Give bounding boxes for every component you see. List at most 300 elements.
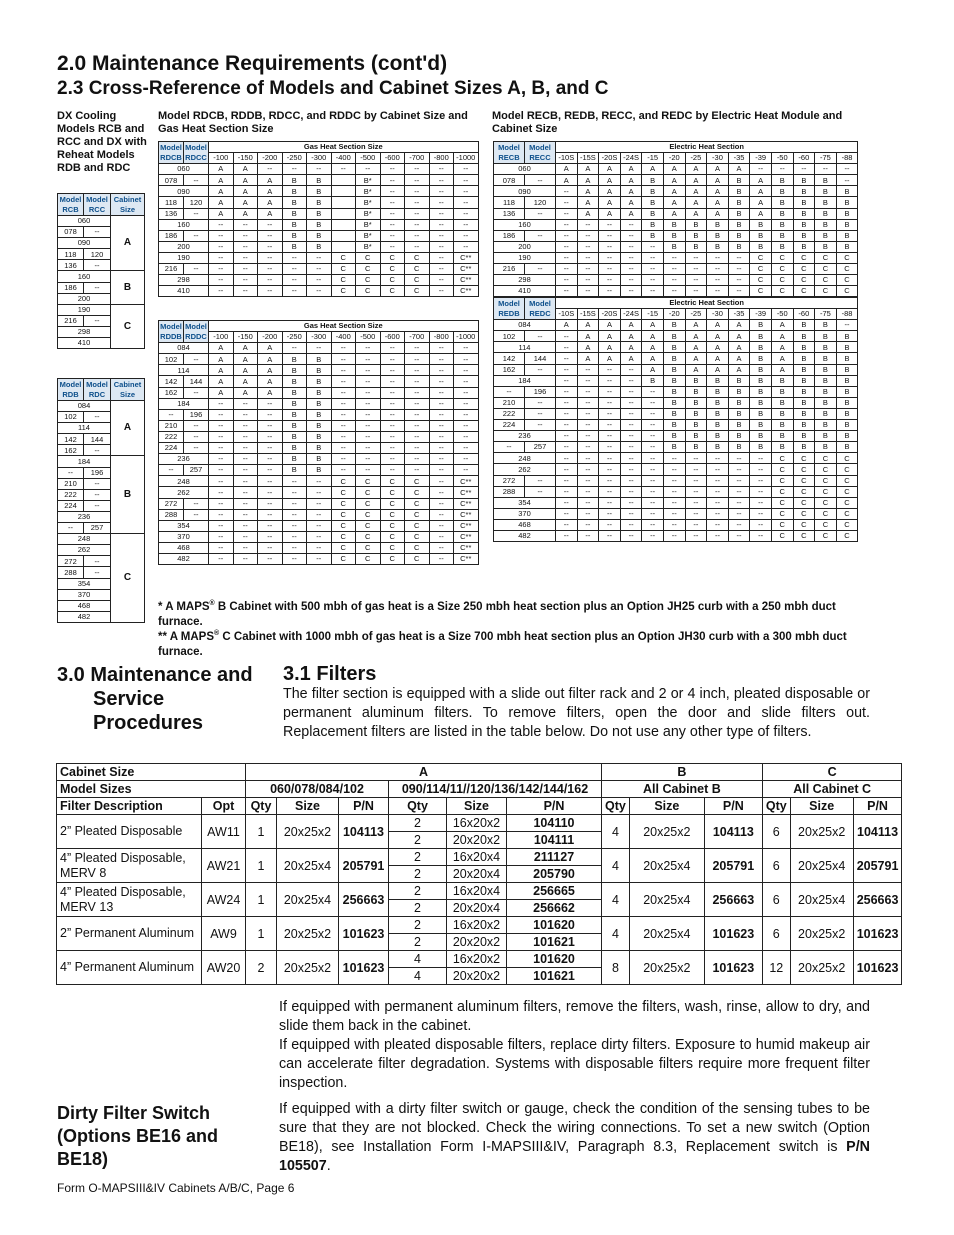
model-cell: -- <box>494 386 525 397</box>
cabinet-cell: A <box>577 197 599 208</box>
cabinet-cell: C <box>793 264 815 275</box>
cabinet-cell: -- <box>556 353 578 364</box>
cabinet-cell: B <box>728 397 750 408</box>
pn-cell: 104113 <box>704 815 762 849</box>
cabinet-cell: -- <box>556 464 578 475</box>
cabinet-cell: -- <box>599 397 621 408</box>
cabinet-cell: A <box>642 364 664 375</box>
cabinet-cell: B <box>685 420 707 431</box>
filter-option: AW24 <box>202 883 246 917</box>
cabinet-cell: -- <box>685 530 707 541</box>
cabinet-cell: A <box>685 186 707 197</box>
cabinet-cell: C <box>836 286 858 297</box>
cabinet-cell: -- <box>356 409 381 420</box>
cabinet-cell: A <box>685 164 707 175</box>
model-cell: 118 <box>58 249 84 260</box>
cabinet-cell: -- <box>405 420 430 431</box>
cabinet-cell: -- <box>282 553 307 564</box>
heat-size-header: -15S <box>577 309 599 320</box>
cabinet-cell: -- <box>356 164 381 175</box>
cabinet-cell: B <box>771 431 793 442</box>
cabinet-cell: C <box>815 519 837 530</box>
cabinet-cell: C <box>380 252 405 263</box>
heat-size-header: -20S <box>599 309 621 320</box>
cabinet-cell: B <box>793 375 815 386</box>
qty-cell: 4 <box>602 917 630 951</box>
cabinet-cell: -- <box>331 420 356 431</box>
heat-size-header: -35 <box>728 309 750 320</box>
pn-cell: 205791 <box>853 849 902 883</box>
size-cell: 20x25x4 <box>277 849 339 883</box>
cabinet-cell: -- <box>429 186 454 197</box>
cabinet-cell: A <box>599 342 621 353</box>
cabinet-cell: -- <box>258 553 283 564</box>
cabinet-cell: C <box>380 487 405 498</box>
cabinet-cell: C <box>331 252 356 263</box>
cabinet-cell: B <box>836 241 858 252</box>
cabinet-cell: -- <box>577 408 599 419</box>
heat-size-header: -30 <box>707 309 729 320</box>
cabinet-cell: -- <box>599 486 621 497</box>
cabinet-cell: -- <box>577 275 599 286</box>
heat-size-header: -50 <box>771 309 793 320</box>
cabinet-cell: A <box>556 320 578 331</box>
cabinet-cell: B <box>282 420 307 431</box>
cabinet-cell: B <box>771 241 793 252</box>
filter-column-header: Size <box>629 798 704 815</box>
cabinet-cell: B <box>750 431 772 442</box>
heat-size-header: -800 <box>429 153 454 164</box>
cabinet-cell: -- <box>405 365 430 376</box>
cabinet-cell: A <box>209 208 234 219</box>
heat-size-header: -35 <box>728 153 750 164</box>
cabinet-cell: -- <box>429 520 454 531</box>
cabinet-cell <box>331 241 356 252</box>
model-cell: 224 <box>159 443 184 454</box>
cabinet-cell: A <box>663 175 685 186</box>
cabinet-cell: -- <box>577 286 599 297</box>
cabinet-cell: B <box>663 331 685 342</box>
cabinet-cell: -- <box>663 508 685 519</box>
cabinet-cell: B <box>793 241 815 252</box>
cabinet-cell: -- <box>331 164 356 175</box>
footnote-c-cabinet: ** A MAPS® C Cabinet with 1000 mbh of gas heat is a Size 700 mbh heat section plus an Option JH30 curb with a 300 mbh duct furnace. <box>158 630 847 658</box>
cabinet-cell: -- <box>620 364 642 375</box>
size-cell: 20x25x2 <box>277 917 339 951</box>
cabinet-cell: B <box>793 175 815 186</box>
cabinet-cell: -- <box>793 164 815 175</box>
cabinet-cell: C** <box>454 509 479 520</box>
cabinet-cell: B <box>793 386 815 397</box>
cabinet-cell: -- <box>282 487 307 498</box>
model-cell: 200 <box>159 241 209 252</box>
cabinet-size-cell: A <box>111 401 145 456</box>
heat-size-header: -15 <box>642 153 664 164</box>
cabinet-cell: B <box>836 186 858 197</box>
cabinet-cell: -- <box>356 465 381 476</box>
model-sizes-label: Model Sizes <box>57 781 246 798</box>
cabinet-cell: -- <box>282 542 307 553</box>
cabinet-cell: -- <box>331 409 356 420</box>
cabinet-cell: A <box>577 186 599 197</box>
cabinet-cell: B <box>836 230 858 241</box>
cabinet-cell: -- <box>258 487 283 498</box>
pn-cell: 211127 <box>507 849 602 866</box>
cabinet-cell: -- <box>642 241 664 252</box>
cabinet-cell: B <box>815 241 837 252</box>
cabinet-cell: -- <box>454 164 479 175</box>
cabinet-cell: -- <box>707 497 729 508</box>
size-cell: 20x20x4 <box>447 900 507 917</box>
permanent-filter-text: If equipped with permanent aluminum filters, remove the filters, wash, rinse, allow to dry, and slide them back in the cabinet. <box>279 999 870 1034</box>
cabinet-cell: B <box>793 186 815 197</box>
cabinet-cell: A <box>663 186 685 197</box>
cabinet-cell: -- <box>556 208 578 219</box>
model-cell: 248 <box>494 453 556 464</box>
model-cell: -- <box>84 260 111 271</box>
cabinet-cell: C <box>356 275 381 286</box>
model-cell: -- <box>159 409 184 420</box>
cabinet-cell: -- <box>405 208 430 219</box>
cabinet-cell: B* <box>356 241 381 252</box>
cabinet-cell: B <box>707 431 729 442</box>
cabinet-cell: A <box>233 186 258 197</box>
model-cell: 090 <box>58 238 111 249</box>
cabinet-cell: B <box>793 197 815 208</box>
cabinet-cell: A <box>209 186 234 197</box>
electric-heat-table-redb <box>493 297 858 542</box>
cabinet-cell: A <box>642 164 664 175</box>
cabinet-cell: -- <box>599 453 621 464</box>
cabinet-cell: B <box>815 375 837 386</box>
cabinet-cell: A <box>209 175 234 186</box>
cabinet-cell: -- <box>429 365 454 376</box>
qty-cell: 6 <box>762 815 790 849</box>
cabinet-cell: -- <box>642 453 664 464</box>
cabinet-cell: A <box>233 197 258 208</box>
pn-cell: 256663 <box>853 883 902 917</box>
cabinet-cell: -- <box>556 486 578 497</box>
cabinet-cell: A <box>750 175 772 186</box>
cabinet-cell: -- <box>642 464 664 475</box>
cabinet-cell: -- <box>258 420 283 431</box>
model-cell: 142 <box>494 353 525 364</box>
cabinet-cell: -- <box>331 465 356 476</box>
heat-size-header: -20S <box>599 153 621 164</box>
qty-cell: 2 <box>389 866 447 883</box>
cabinet-cell: B <box>282 365 307 376</box>
heat-size-header: -75 <box>815 309 837 320</box>
cabinet-cell: C <box>356 252 381 263</box>
cabinet-cell: A <box>209 164 234 175</box>
cabinet-cell: B <box>728 431 750 442</box>
cabinet-cell: B <box>282 208 307 219</box>
cabinet-cell: A <box>771 331 793 342</box>
cabinet-cell: A <box>707 320 729 331</box>
cabinet-cell: A <box>258 376 283 387</box>
cabinet-cell: B <box>836 386 858 397</box>
heat-size-header: -250 <box>282 332 307 343</box>
heat-size-header: -700 <box>405 153 430 164</box>
cabinet-cell: B <box>663 353 685 364</box>
model-cell: -- <box>184 354 209 365</box>
cabinet-cell: B* <box>356 186 381 197</box>
cabinet-cell: B <box>815 353 837 364</box>
cabinet-cell: B <box>750 364 772 375</box>
model-cell: -- <box>159 465 184 476</box>
cabinet-cell: -- <box>599 286 621 297</box>
cabinet-cell: B <box>282 387 307 398</box>
cabinet-cell: C <box>771 497 793 508</box>
heat-size-header: -25 <box>685 153 707 164</box>
cabinet-cell: A <box>233 343 258 354</box>
cabinet-cell: -- <box>258 443 283 454</box>
cabinet-cell: B <box>707 375 729 386</box>
cabinet-cell: B <box>750 442 772 453</box>
model-cell: 222 <box>494 408 525 419</box>
cabinet-cell: -- <box>599 508 621 519</box>
cabinet-cell: -- <box>233 431 258 442</box>
model-cell: 060 <box>58 216 111 227</box>
filter-description: 2” Permanent Aluminum <box>57 917 202 951</box>
model-cell: 248 <box>159 476 209 487</box>
cabinet-cell: A <box>258 387 283 398</box>
cabinet-cell: -- <box>599 219 621 230</box>
cabinet-cell: -- <box>620 286 642 297</box>
qty-cell: 2 <box>389 900 447 917</box>
cabinet-cell: B <box>815 331 837 342</box>
model-cell: 354 <box>494 497 556 508</box>
cabinet-cell: -- <box>307 286 332 297</box>
size-cell: 20x25x2 <box>790 917 853 951</box>
cabinet-cell: -- <box>599 386 621 397</box>
model-cell: 090 <box>494 186 556 197</box>
cabinet-cell: -- <box>728 275 750 286</box>
cabinet-cell: C <box>405 275 430 286</box>
cabinet-cell: -- <box>577 420 599 431</box>
cabinet-cell: A <box>663 208 685 219</box>
model-cell: 120 <box>184 197 209 208</box>
cabinet-cell: B <box>307 186 332 197</box>
cabinet-cell: B <box>663 320 685 331</box>
model-cell: 118 <box>159 197 184 208</box>
cabinet-cell: -- <box>663 286 685 297</box>
cabinet-cell: C <box>356 487 381 498</box>
cabinet-cell: A <box>685 342 707 353</box>
cabinet-cell: -- <box>233 230 258 241</box>
cabinet-cell: B <box>282 354 307 365</box>
model-cell: 142 <box>58 434 84 445</box>
model-cell: 144 <box>84 434 111 445</box>
cabinet-cell: -- <box>429 164 454 175</box>
qty-cell: 4 <box>389 968 447 985</box>
model-cell: 186 <box>494 230 525 241</box>
cabinet-cell: B <box>663 431 685 442</box>
cabinet-cell: B <box>750 342 772 353</box>
cabinet-cell: -- <box>728 497 750 508</box>
cabinet-cell: -- <box>577 519 599 530</box>
cabinet-cell: C <box>793 530 815 541</box>
filter-option: AW11 <box>202 815 246 849</box>
cabinet-cell: B <box>771 408 793 419</box>
cabinet-cell: C <box>405 252 430 263</box>
cabinet-cell: A <box>728 164 750 175</box>
cabinet-cell: -- <box>454 208 479 219</box>
heat-size-header: -500 <box>356 332 381 343</box>
cabinet-cell: B <box>282 186 307 197</box>
cabinet-cell: -- <box>307 531 332 542</box>
model-cell: 162 <box>58 445 84 456</box>
cabinet-cell: B <box>815 364 837 375</box>
cabinet-cell: -- <box>405 398 430 409</box>
cabinet-cell: C <box>771 519 793 530</box>
cabinet-cell: B <box>815 397 837 408</box>
cabinet-cell: B <box>728 219 750 230</box>
cabinet-cell: C <box>815 530 837 541</box>
model-cell: 200 <box>58 293 111 304</box>
model-cell: 236 <box>159 454 209 465</box>
cabinet-cell: -- <box>258 520 283 531</box>
cabinet-cell: -- <box>258 542 283 553</box>
pn-cell: 101623 <box>339 917 389 951</box>
qty-cell: 4 <box>602 849 630 883</box>
filter-column-header: P/N <box>339 798 389 815</box>
model-cell: 262 <box>494 464 556 475</box>
cabinet-cell: -- <box>620 497 642 508</box>
cabinet-cell: A <box>642 320 664 331</box>
elec-caption: Model RECB, REDB, RECC, and REDC by Electric Heat Module and Cabinet Size <box>492 110 843 135</box>
dirty-filter-switch-heading: Dirty Filter Switch (Options BE16 and BE18) <box>57 1103 219 1169</box>
cabinet-cell: -- <box>599 252 621 263</box>
cabinet-cell: C <box>793 453 815 464</box>
cabinet-cell: -- <box>405 164 430 175</box>
cabinet-cell: -- <box>556 442 578 453</box>
cabinet-cell: C <box>380 286 405 297</box>
model-cell: -- <box>58 467 84 478</box>
cabinet-cell: -- <box>707 264 729 275</box>
cabinet-cell: -- <box>405 343 430 354</box>
cabinet-cell: A <box>642 342 664 353</box>
cabinet-cell: -- <box>209 264 234 275</box>
cabinet-cell: -- <box>356 431 381 442</box>
heat-size-header: -600 <box>380 332 405 343</box>
cabinet-cell: -- <box>577 230 599 241</box>
cabinet-size-cell: A <box>111 216 145 271</box>
cabinet-cell: -- <box>685 252 707 263</box>
cabinet-cell: -- <box>282 498 307 509</box>
cabinet-cell: -- <box>429 343 454 354</box>
cabinet-cell: -- <box>454 443 479 454</box>
cabinet-cell: A <box>209 354 234 365</box>
cabinet-cell: -- <box>209 252 234 263</box>
model-cell: -- <box>84 315 111 326</box>
cabinet-cell: -- <box>577 264 599 275</box>
heat-size-header: -75 <box>815 153 837 164</box>
cabinet-cell: -- <box>380 376 405 387</box>
cabinet-cell: -- <box>405 376 430 387</box>
cabinet-cell: -- <box>642 442 664 453</box>
cabinet-cell: -- <box>771 164 793 175</box>
cabinet-cell: -- <box>663 497 685 508</box>
cabinet-cell: B <box>750 386 772 397</box>
cabinet-cell: -- <box>620 230 642 241</box>
cabinet-cell: B <box>663 386 685 397</box>
size-cell: 20x25x4 <box>790 849 853 883</box>
cabinet-cell: C <box>380 520 405 531</box>
column-header: Cabinet Size <box>111 379 145 401</box>
cabinet-cell: -- <box>209 409 234 420</box>
cabinet-cell: C <box>793 464 815 475</box>
cabinet-cell: B <box>815 208 837 219</box>
cabinet-cell: -- <box>642 486 664 497</box>
cabinet-cell: A <box>685 175 707 186</box>
cabinet-cell: -- <box>454 219 479 230</box>
pn-cell: 256663 <box>704 883 762 917</box>
cabinet-cell: -- <box>728 453 750 464</box>
cabinet-cell: B <box>815 342 837 353</box>
cabinet-cell: B <box>836 364 858 375</box>
cabinet-cell: -- <box>728 530 750 541</box>
cabinet-cell: -- <box>836 175 858 186</box>
heat-size-header: -150 <box>233 153 258 164</box>
size-cell: 16x20x2 <box>447 815 507 832</box>
filter-description: 4” Pleated Disposable, MERV 13 <box>57 883 202 917</box>
column-header: Cabinet Size <box>111 194 145 216</box>
cabinet-cell: -- <box>750 497 772 508</box>
cabinet-cell: -- <box>307 164 332 175</box>
filter-option: AW20 <box>202 951 246 985</box>
cabinet-cell: -- <box>707 508 729 519</box>
cabinet-cell: -- <box>258 398 283 409</box>
cabinet-cell: A <box>233 354 258 365</box>
cabinet-cell: A <box>577 320 599 331</box>
gas-heat-table-rdcb <box>158 141 479 297</box>
model-cell: 257 <box>184 465 209 476</box>
cabinet-cell: B <box>685 230 707 241</box>
cabinet-cell: -- <box>282 476 307 487</box>
model-cell: 114 <box>58 423 111 434</box>
cabinet-cell: B <box>836 342 858 353</box>
cabinet-cell: B <box>282 376 307 387</box>
cabinet-cell: B <box>815 320 837 331</box>
cabinet-cell: -- <box>454 409 479 420</box>
cabinet-cell: -- <box>209 498 234 509</box>
filter-column-header: Opt <box>202 798 246 815</box>
model-cell: -- <box>525 331 556 342</box>
pn-cell: 101620 <box>507 917 602 934</box>
cabinet-cell: B <box>793 353 815 364</box>
cabinet-cell: B <box>685 241 707 252</box>
cabinet-cell: -- <box>233 252 258 263</box>
cabinet-cell: -- <box>429 531 454 542</box>
cabinet-cell: C <box>380 264 405 275</box>
model-cell: 102 <box>494 331 525 342</box>
cabinet-cell: -- <box>209 520 234 531</box>
cabinet-cell: B <box>307 443 332 454</box>
cabinet-cell: B* <box>356 197 381 208</box>
cabinet-cell: B <box>685 386 707 397</box>
pleated-filter-text: If equipped with pleated disposable filters, replace dirty filters. Exposure to humid makeup air can accelerate filter degradation. Systems with disposable filters require more frequent filter inspection. <box>279 1037 870 1091</box>
cabinet-cell: -- <box>620 375 642 386</box>
cabinet-cell: B <box>836 442 858 453</box>
cabinet-cell: B <box>707 386 729 397</box>
cabinet-cell: -- <box>685 497 707 508</box>
cabinet-cell: -- <box>663 475 685 486</box>
cabinet-cell: -- <box>599 408 621 419</box>
cabinet-cell: C <box>356 264 381 275</box>
models-c: All Cabinet C <box>762 781 902 798</box>
cabinet-cell: -- <box>233 542 258 553</box>
